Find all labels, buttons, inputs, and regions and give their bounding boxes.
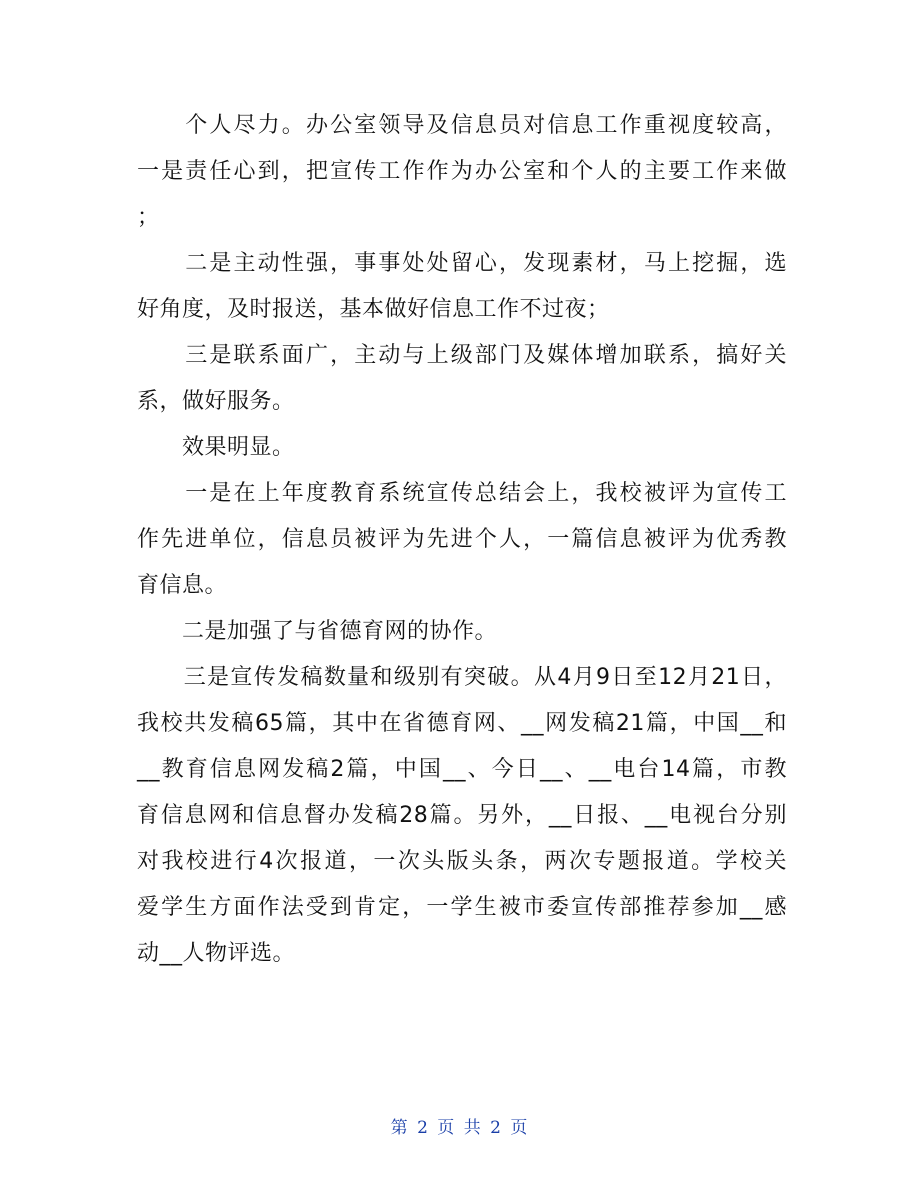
body-text-line: 二是加强了与省德育网的协作。: [137, 619, 498, 644]
body-text-line: 动__人物评选。: [137, 941, 296, 966]
body-text-line: ；: [137, 205, 160, 230]
body-text-line: 二是主动性强，事事处处留心，发现素材，马上挖掘，选: [137, 251, 787, 276]
body-text-line: 三是联系面广，主动与上级部门及媒体增加联系，搞好关: [137, 343, 787, 368]
body-text-line: 育信息网和信息督办发稿28篇。另外，__日报、__电视台分别: [137, 803, 787, 828]
body-text-line: 系，做好服务。: [137, 389, 295, 414]
body-text-line: 爱学生方面作法受到肯定，一学生被市委宣传部推荐参加__感: [137, 895, 787, 920]
body-text-line: 个人尽力。办公室领导及信息员对信息工作重视度较高，: [137, 113, 787, 138]
body-text-line: 我校共发稿65篇，其中在省德育网、__网发稿21篇，中国__和: [137, 711, 787, 736]
body-text-line: 效果明显。: [137, 435, 295, 460]
document-body: [137, 103, 787, 977]
body-text-line: 育信息。: [137, 573, 228, 598]
body-text-line: __教育信息网发稿2篇，中国__、今日__、__电台14篇，市教: [137, 757, 787, 782]
body-text-line: 一是责任心到，把宣传工作作为办公室和个人的主要工作来做: [137, 159, 787, 184]
body-text-line: 对我校进行4次报道，一次头版头条，两次专题报道。学校关: [137, 849, 787, 874]
body-text-line: 一是在上年度教育系统宣传总结会上，我校被评为宣传工: [137, 481, 787, 506]
body-text-line: 作先进单位，信息员被评为先进个人，一篇信息被评为优秀教: [137, 527, 787, 552]
body-text-line: 三是宣传发稿数量和级别有突破。从4月9日至12月21日，: [137, 665, 787, 690]
page-footer: 第 2 页 共 2 页: [390, 1118, 530, 1138]
body-text-line: 好角度，及时报送，基本做好信息工作不过夜；: [137, 297, 610, 322]
